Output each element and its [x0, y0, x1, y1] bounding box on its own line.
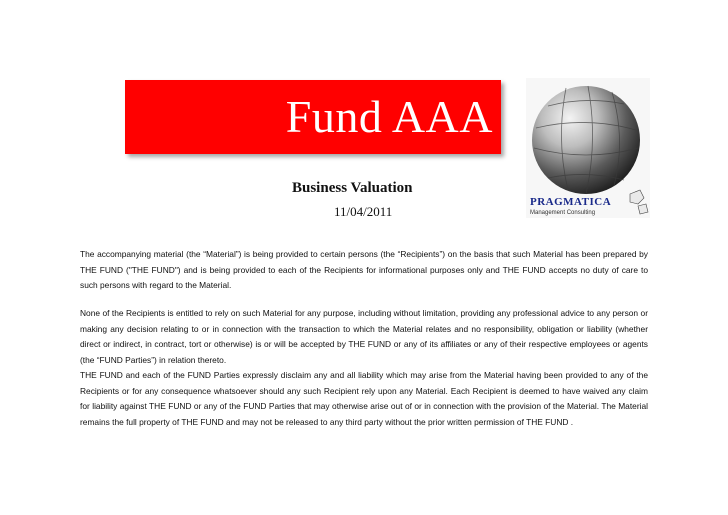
page-title: Fund AAA [285, 91, 493, 142]
title-banner [125, 80, 501, 154]
logo-name: PRAGMATICA [530, 196, 612, 208]
logo-tagline: Management Consulting [530, 210, 596, 216]
document-date: 11/04/2011 [334, 204, 393, 219]
disclaimer-paragraph: None of the Recipients is entitled to rely on such Material for any purpose, including without limitation, providing any professional advice to any person or making any decision relating to or in connection with the transaction to which the Material relates and no responsibility, obligation or liability (whether direct or indirect, in contract, tort or otherwise) is or will be accepted by THE FUND or any of its affiliates or any of their respective employees or agents (the “FUND Parties”) in relation thereto. [80, 308, 648, 365]
document-subtitle: Business Valuation [292, 180, 413, 196]
disclaimer-paragraph: THE FUND and each of the FUND Parties expressly disclaim any and all liability which may arise from the Material having been provided to any of the Recipients or for any consequence whatsoever should any such Recipient rely upon any Material. Each Recipient is deemed to have waived any claim for liability against THE FUND or any of the FUND Parties that may otherwise arise out of or in connection with the provision of the Material. The Material remains the full property of THE FUND and may not be released to any third party without the prior written permission of THE FUND . [80, 370, 648, 427]
disclaimer-paragraph: The accompanying material (the “Material”) is being provided to certain persons (the “Recipients”) on the basis that such Material has been prepared by THE FUND ("THE FUND") and is being provided to each of the Recipients for informational purposes only and THE FUND accepts no duty of care to such persons with regard to the Material. [80, 249, 648, 290]
